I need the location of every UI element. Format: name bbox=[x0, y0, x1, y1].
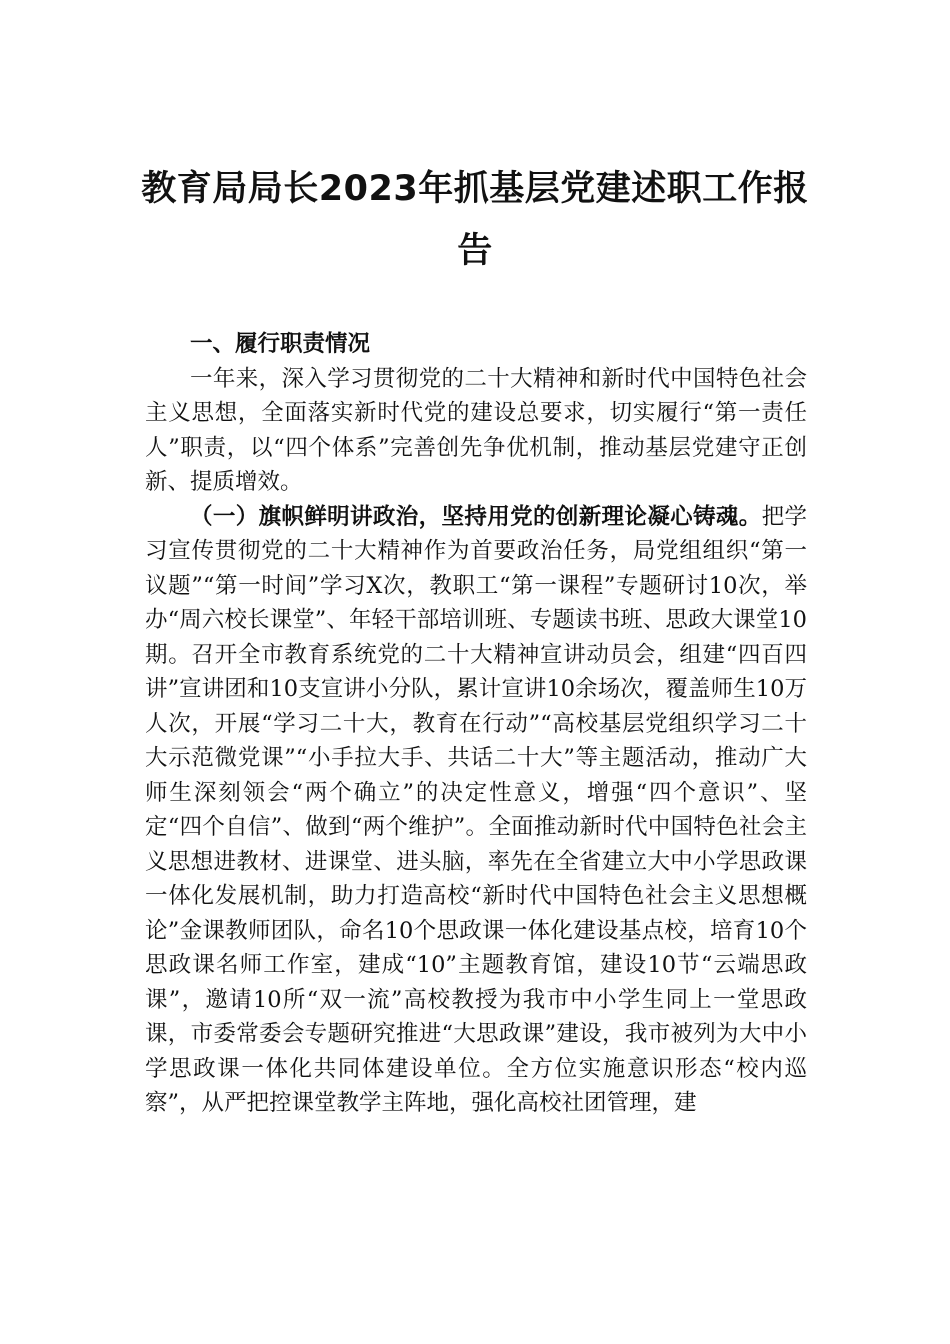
document-title: 教育局局长2023年抓基层党建述职工作报告 bbox=[141, 169, 809, 271]
section-heading: 一、履行职责情况 bbox=[190, 331, 371, 357]
body-paragraph bbox=[145, 500, 807, 1121]
document-body bbox=[145, 327, 807, 1121]
paragraph-text: 把学习宣传贯彻党的二十大精神作为首要政治任务，局党组组织“第一议题”“第一时间”学习X次，教职工“第一课程”专题研讨10次，举办“周六校长课堂”、年轻干部培训班、专题读书班、思政大课堂10期。召开全市教育系统党的二十大精神宣讲动员会，组建“四百四讲”宣讲团和10支宣讲小分队，累计宣讲10余场次，覆盖师生10万人次，开展“学习二十大，教育在行动”“高校基层党组织学习二十大示范微党课”“小手拉大手、共话二十大”等主题活动，推动广大师生深刻领会“两个确立”的决定性意义，增强“四个意识”、坚定“四个自信”、做到“两个维护”。全面推动新时代中国特色社会主义思想进教材、进课堂、进头脑，率先在全省建立大中小学思政课一体化发展机制，助力打造高校“新时代中国特色社会主义思想概论”金课教师团队，命名10个思政课一体化建设基点校，培育10个思政课名师工作室，建成“10”主题教育馆，建设10节“云端思政课”，邀请10所“双一流”高校教授为我市中小学生同上一堂思政课，市委常委会专题研究推进“大思政课”建设，我市被列为大中小学思政课一体化共同体建设单位。全方位实施意识形态“校内巡察”，从严把控课堂教学主阵地，强化高校社团管理，建 bbox=[145, 503, 807, 1116]
subsection-heading: （一）旗帜鲜明讲政治，坚持用党的创新理论凝心铸魂。 bbox=[190, 503, 762, 530]
body-paragraph: 一年来，深入学习贯彻党的二十大精神和新时代中国特色社会主义思想，全面落实新时代党的建设总要求，切实履行“第一责任人”职责，以“四个体系”完善创先争优机制，推动基层党建守正创新、提质增效。 bbox=[145, 365, 807, 495]
